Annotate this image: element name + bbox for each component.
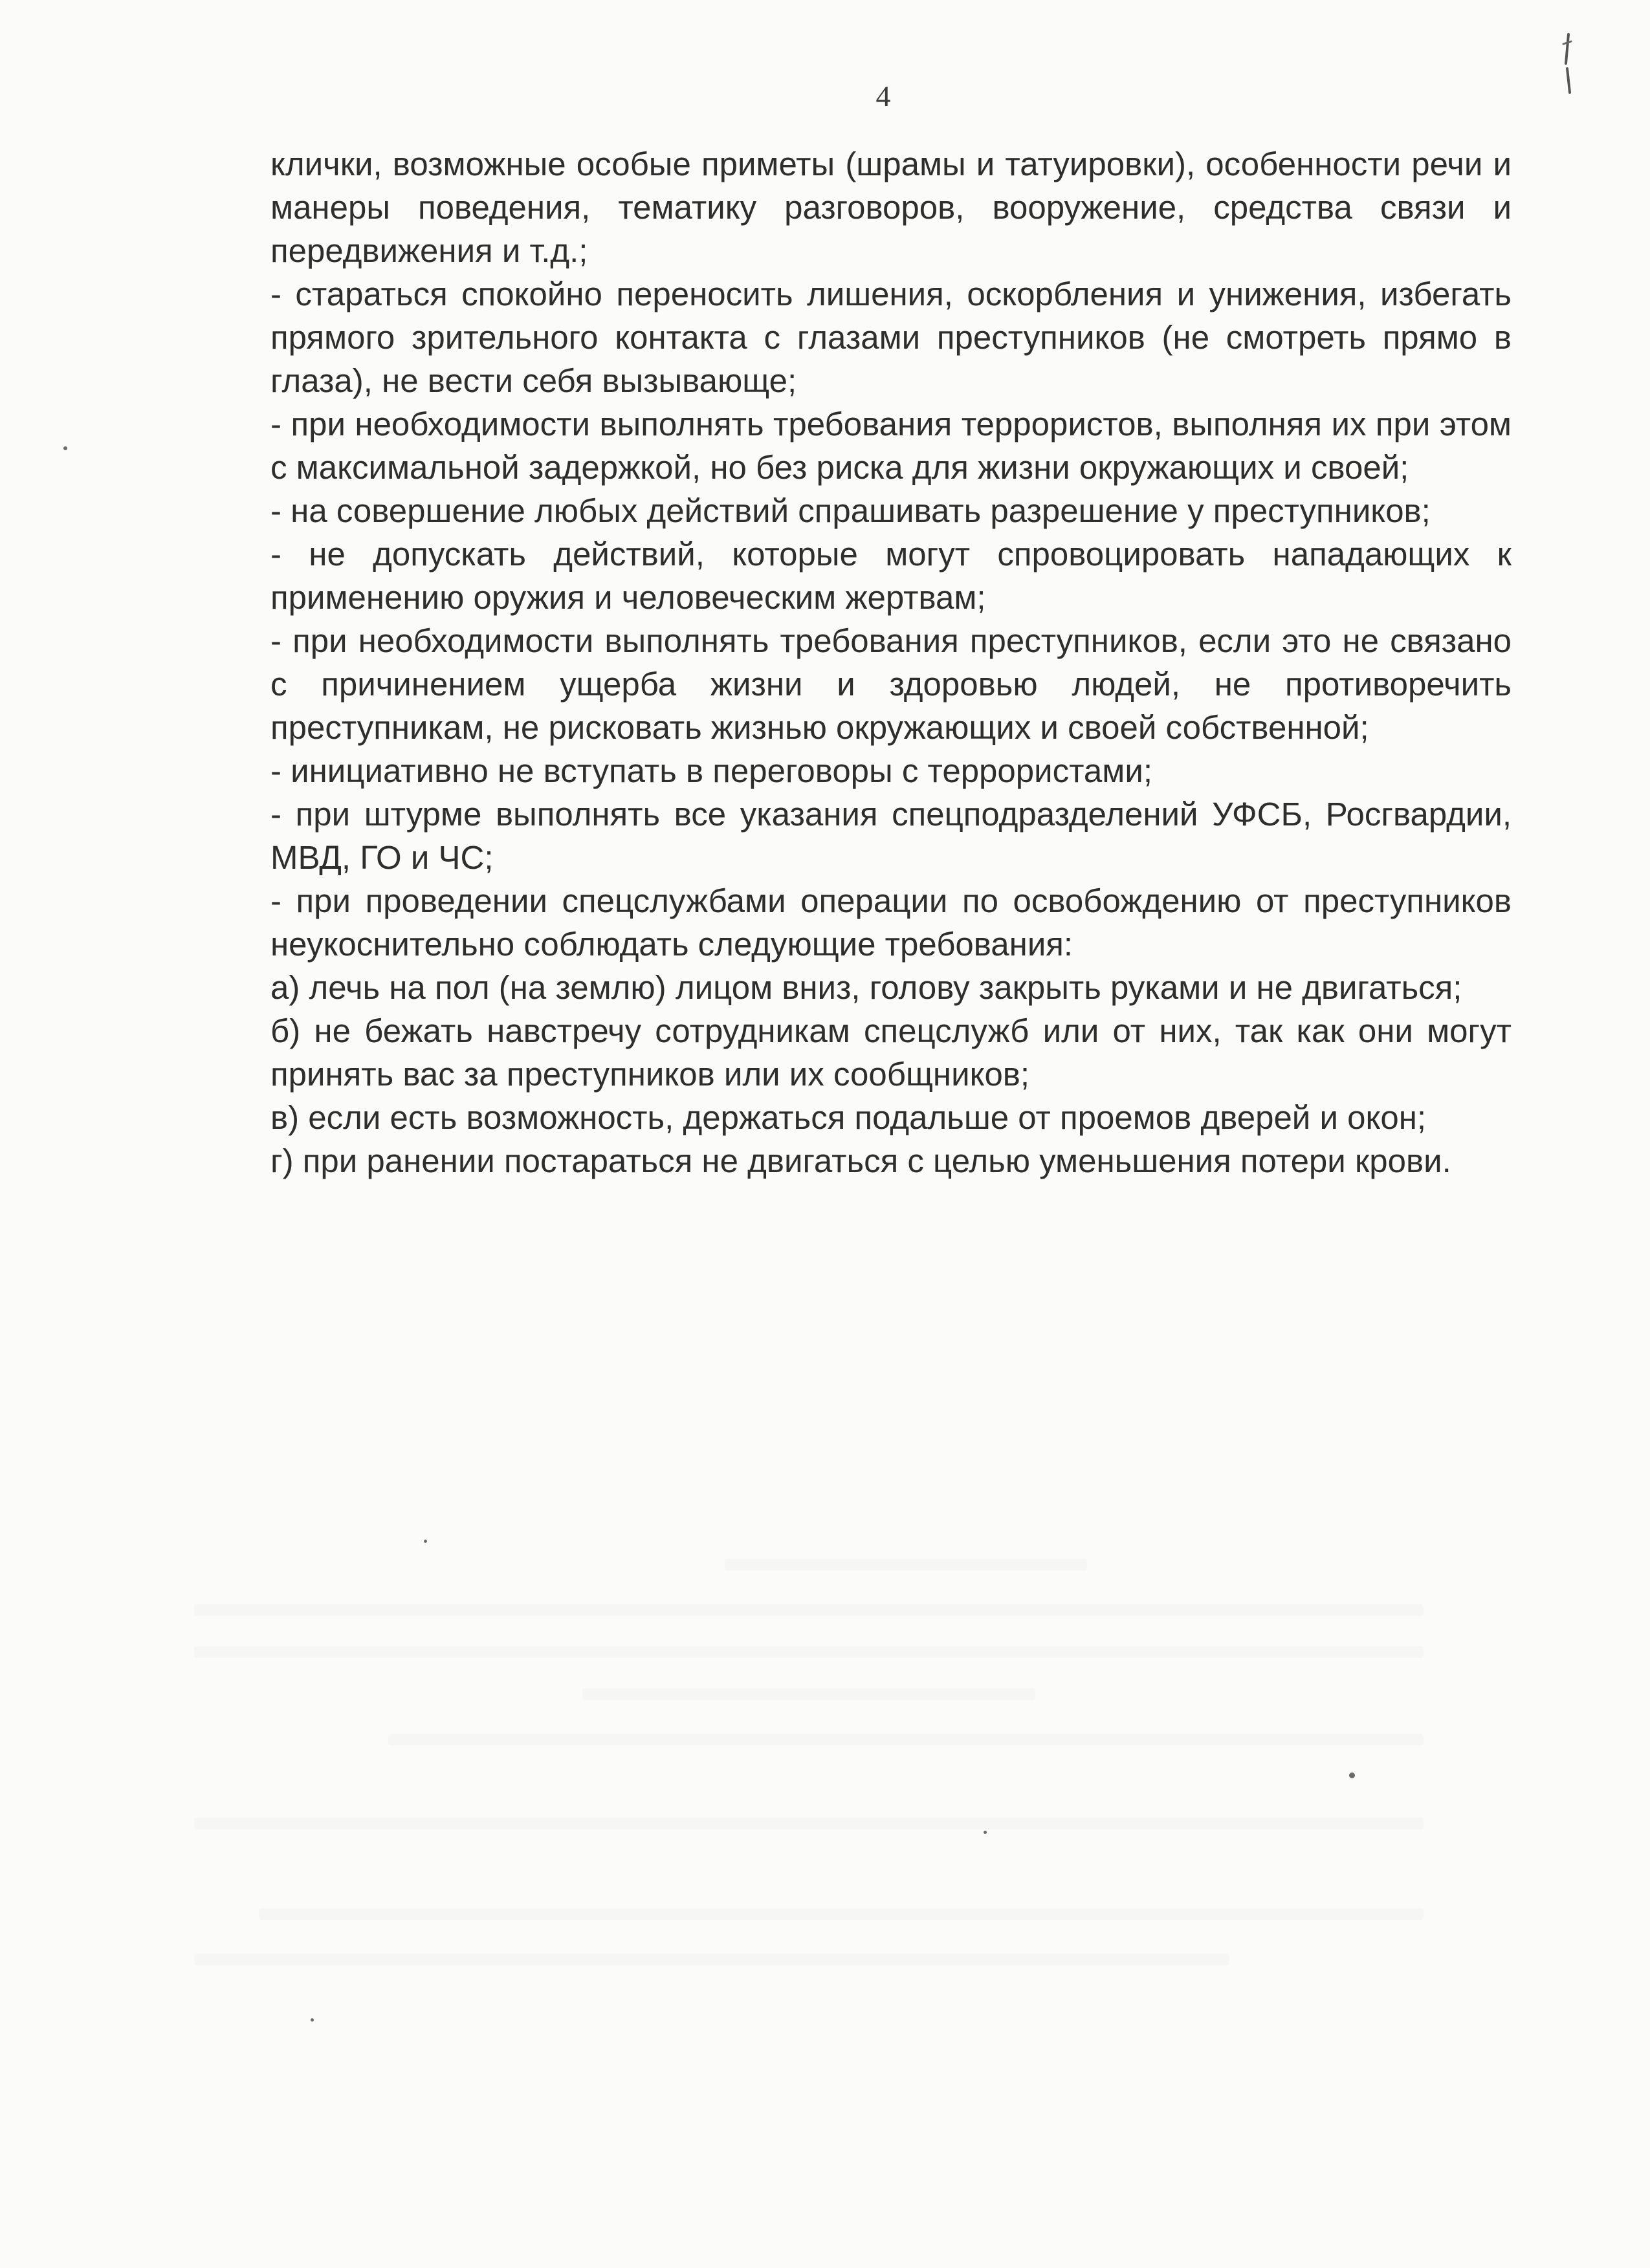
paragraph-comply-terrorists: - при необходимости выполнять требования террористов, выполняя их при этом с максимальной задержкой, но без риска для жизни окружающих и своей; [270, 406, 1512, 486]
paragraph-ask-permission: - на совершение любых действий спрашивать разрешение у преступников; [270, 492, 1431, 529]
scan-speck [984, 1831, 987, 1834]
bleed-through-line [194, 1604, 1424, 1616]
bleed-through-line [194, 1818, 1424, 1829]
bleed-through-line [725, 1559, 1087, 1571]
paragraph-rescue-operation: - при проведении спецслужбами операции по освобождению от преступников неукоснительно соблюдать следующие требования: [270, 882, 1512, 963]
bleed-through-line [582, 1688, 1035, 1700]
scan-speck [311, 2018, 314, 2022]
paragraph-item-g: г) при ранении постараться не двигаться с целью уменьшения потери крови. [270, 1142, 1451, 1179]
scan-speck [63, 446, 67, 450]
corner-pen-mark [1556, 31, 1581, 102]
paragraph-item-a: а) лечь на пол (на землю) лицом вниз, голову закрыть руками и не двигаться; [270, 969, 1462, 1006]
paragraph-no-provocation: - не допускать действий, которые могут спровоцировать нападающих к применению оружия и человеческим жертвам; [270, 536, 1512, 616]
paragraph-endure: - стараться спокойно переносить лишения, оскорбления и унижения, избегать прямого зрительного контакта с глазами преступников (не смотреть прямо в глаза), не вести себя вызывающе; [270, 276, 1512, 399]
paragraph-item-v: в) если есть возможность, держаться подальше от проемов дверей и окон; [270, 1099, 1427, 1136]
bleed-through-line [194, 1646, 1424, 1658]
paragraph-comply-criminals: - при необходимости выполнять требования преступников, если это не связано с причинением ущерба жизни и здоровью людей, не противоречить преступникам, не рисковать жизнью окружающих и своей собственной; [270, 622, 1512, 746]
bleed-through-line [259, 1908, 1424, 1920]
page-number: 4 [875, 80, 891, 113]
paragraph-no-negotiation: - инициативно не вступать в переговоры с террористами; [270, 752, 1153, 789]
paragraph-nicknames: клички, возможные особые приметы (шрамы и татуировки), особенности речи и манеры поведения, тематику разговоров, вооружение, средства связи и передвижения и т.д.; [270, 146, 1512, 269]
instruction-list [270, 142, 1512, 1183]
scan-speck [1349, 1772, 1355, 1778]
paragraph-assault: - при штурме выполнять все указания спецподразделений УФСБ, Росгвардии, МВД, ГО и ЧС; [270, 796, 1512, 876]
scan-speck [424, 1540, 427, 1543]
bleed-through-line [388, 1734, 1424, 1745]
paragraph-item-b: б) не бежать навстречу сотрудникам спецслужб или от них, так как они могут принять вас за преступников или их сообщников; [270, 1012, 1512, 1093]
bleed-through-line [194, 1954, 1229, 1965]
